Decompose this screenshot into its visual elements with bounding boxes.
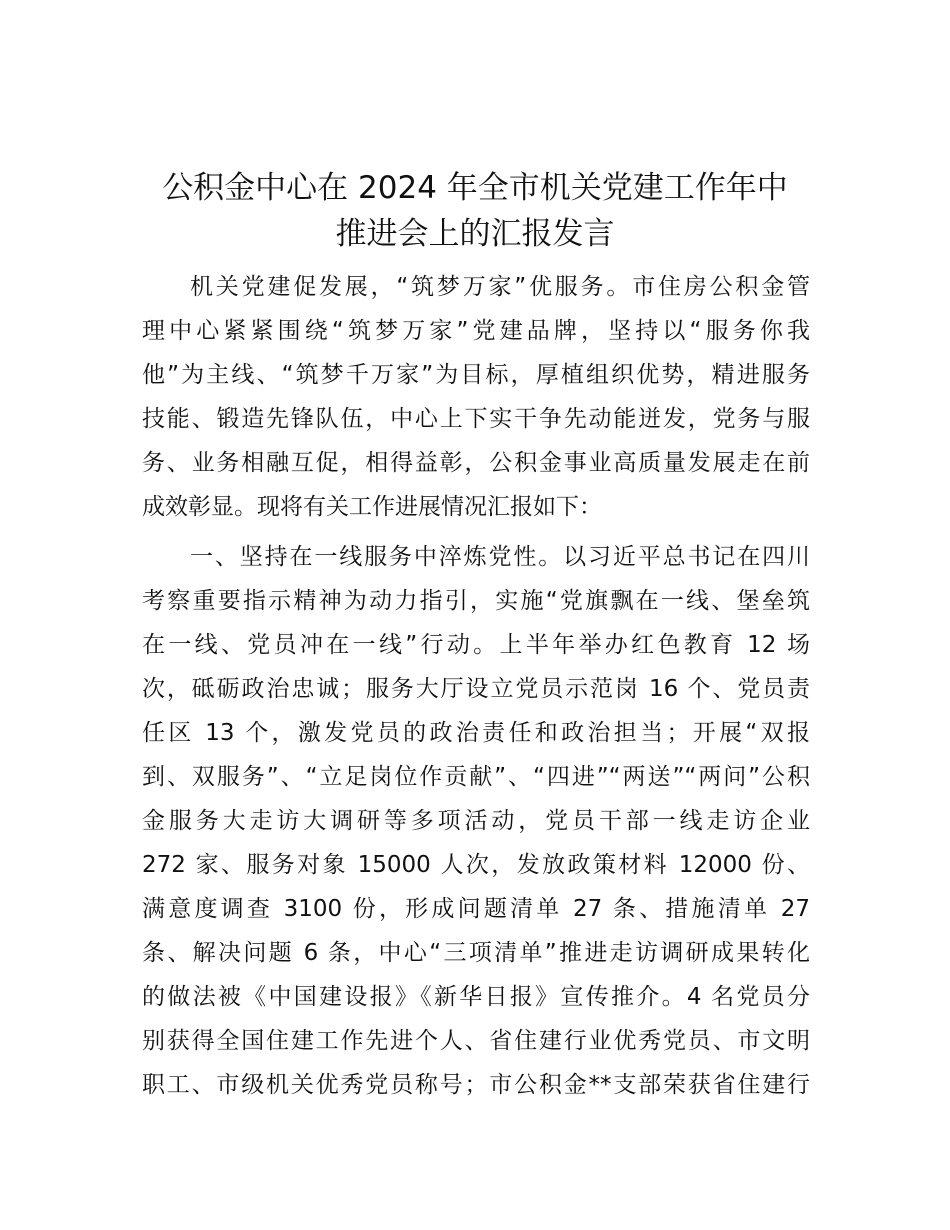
paragraph-1-line-4: 技能、锻造先锋队伍，中心上下实干争先动能迸发，党务与服 — [142, 406, 810, 432]
paragraph-2-line-10: 条、解决问题 6 条，中心“三项清单”推进走访调研成果转化 — [142, 940, 810, 966]
paragraph-2-line-2: 考察重要指示精神为动力指引，实施“党旗飘在一线、堡垒筑 — [142, 588, 810, 614]
paragraph-1-line-1: 机关党建促发展，“筑梦万家”优服务。市住房公积金管 — [190, 274, 810, 300]
paragraph-2-line-6: 到、双服务”、“立足岗位作贡献”、“四进”“两送”“两问”公积 — [142, 764, 810, 790]
paragraph-2-line-12: 别获得全国住建工作先进个人、省住建行业优秀党员、市文明 — [142, 1028, 810, 1054]
paragraph-2-line-4: 次，砥砺政治忠诚；服务大厅设立党员示范岗 16 个、党员责 — [142, 676, 810, 702]
paragraph-2-line-8: 272 家、服务对象 15000 人次，发放政策材料 12000 份、 — [142, 852, 810, 878]
paragraph-2-line-13: 职工、市级机关优秀党员称号；市公积金**支部荣获省住建行 — [142, 1072, 810, 1098]
paragraph-1-line-3: 他”为主线、“筑梦千万家”为目标，厚植组织优势，精进服务 — [142, 362, 810, 388]
paragraph-2-line-9: 满意度调查 3100 份，形成问题清单 27 条、措施清单 27 — [142, 896, 810, 922]
paragraph-1-line-2: 理中心紧紧围绕“筑梦万家”党建品牌，坚持以“服务你我 — [142, 318, 810, 344]
paragraph-1-line-5: 务、业务相融互促，相得益彰，公积金事业高质量发展走在前 — [142, 450, 810, 476]
document-title-line-2: 推进会上的汇报发言 — [335, 216, 615, 252]
paragraph-2-line-11: 的做法被《中国建设报》《新华日报》宣传推介。4 名党员分 — [142, 984, 810, 1010]
paragraph-1-line-6: 成效彰显。现将有关工作进展情况汇报如下： — [142, 494, 602, 520]
document-title-line-1: 公积金中心在 2024 年全市机关党建工作年中 — [162, 170, 788, 206]
paragraph-2-line-1: 一、坚持在一线服务中淬炼党性。以习近平总书记在四川 — [190, 544, 810, 570]
paragraph-2-line-5: 任区 13 个，激发党员的政治责任和政治担当；开展“双报 — [142, 720, 810, 746]
paragraph-2-line-7: 金服务大走访大调研等多项活动，党员干部一线走访企业 — [142, 808, 810, 834]
paragraph-2-line-3: 在一线、党员冲在一线”行动。上半年举办红色教育 12 场 — [142, 632, 810, 658]
